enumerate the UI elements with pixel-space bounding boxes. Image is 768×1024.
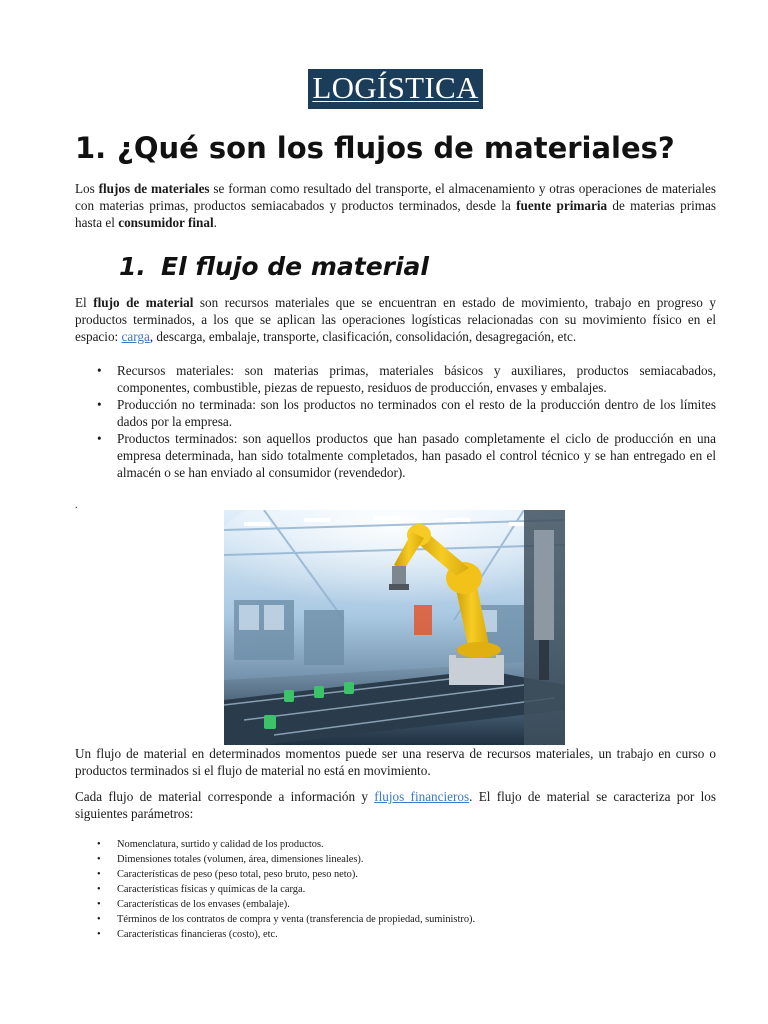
list-item [75, 430, 716, 481]
bullet-icon: • [97, 854, 101, 865]
intro-text-2: se forman como resultado del transporte, el almacenamiento y otras operaciones de materiales con materias primas, productos semiacabados y productos terminados, desde la [75, 181, 717, 213]
intro-bold-flujos: flujos de materiales [98, 181, 210, 196]
carga-link[interactable]: carga [121, 329, 150, 344]
banner-wrap [75, 69, 716, 109]
list-item-text: Características de los envases (embalaje). [117, 899, 290, 910]
intro-bold-fuente: fuente primaria [516, 198, 608, 213]
list-item-text: Características físicas y químicas de la carga. [117, 884, 306, 895]
bullet-icon: • [97, 431, 102, 446]
section-1-heading [75, 128, 675, 168]
flujos-financieros-link[interactable]: flujos financieros [374, 789, 470, 804]
definition-text-3: , descarga, embalaje, transporte, clasificación, consolidación, desagregación, etc. [149, 329, 577, 344]
list-item-text: Características financieras (costo), etc. [117, 929, 278, 940]
logistica-banner: LOGÍSTICA [308, 69, 482, 109]
intro-text-4: . [213, 215, 217, 230]
list-item [75, 852, 716, 867]
material-types-list [75, 362, 716, 481]
list-item [75, 867, 716, 882]
list-item [75, 837, 716, 852]
section-1-number: 1. [75, 131, 107, 165]
bullet-icon: • [97, 914, 101, 925]
definition-text-1: El [75, 295, 94, 310]
list-item-text: Producción no terminada: son los productos no terminados con el resto de la producción dentro de los límites dados por la empresa. [117, 397, 716, 429]
list-item-text: Nomenclatura, surtido y calidad de los productos. [117, 839, 324, 850]
params-intro-text-2: . El flujo de material se caracteriza por los siguientes parámetros: [75, 789, 716, 821]
bullet-icon: • [97, 397, 102, 412]
section-2-heading [119, 249, 429, 285]
section-1-title: ¿Qué son los flujos de materiales? [117, 131, 675, 165]
bullet-icon: • [97, 363, 102, 378]
list-item [75, 912, 716, 927]
intro-text-1: Los [75, 181, 99, 196]
params-intro-text-1: Cada flujo de material corresponde a información y [75, 789, 375, 804]
intro-paragraph [75, 180, 716, 231]
list-item-text: Productos terminados: son aquellos productos que han pasado completamente el ciclo de producción en una empresa determinada, han sido totalmente completados, han pasado el control técnico y se han entregado en el almacén o se han enviado al consumidor (revendedor). [117, 431, 716, 480]
section-2-title: El flujo de material [161, 252, 429, 281]
intro-text-3: de materias primas hasta el [75, 198, 716, 230]
parameters-list [75, 837, 716, 942]
list-item-text: Características de peso (peso total, peso bruto, peso neto). [117, 869, 358, 880]
list-item [75, 927, 716, 942]
definition-paragraph [75, 294, 716, 345]
intro-bold-consumidor: consumidor final [118, 215, 214, 230]
list-item-text: Dimensiones totales (volumen, área, dimensiones lineales). [117, 854, 364, 865]
bullet-icon: • [97, 884, 101, 895]
bullet-icon: • [97, 869, 101, 880]
list-item [75, 396, 716, 430]
definition-bold: flujo de material [93, 295, 194, 310]
stray-mark: . [75, 500, 78, 511]
bullet-icon: • [97, 839, 101, 850]
industrial-robot-photo [224, 510, 565, 745]
reserve-paragraph: Un flujo de material en determinados momentos puede ser una reserva de recursos materiales, un trabajo en curso o productos terminados si el flujo de material no está en movimiento. [75, 746, 716, 778]
list-item-text: Recursos materiales: son materias primas, materiales básicos y auxiliares, productos semiacabados, componentes, combustible, piezas de repuesto, residuos de producción, envases y embalajes. [117, 363, 716, 395]
definition-text-2: son recursos materiales que se encuentran en estado de movimiento, trabajo en progreso y productos terminados, a los que se aplican las operaciones logísticas relacionadas con su movimiento físico en el espacio: [75, 295, 716, 344]
section-2-number: 1. [119, 252, 146, 281]
list-item [75, 897, 716, 912]
parameters-intro-paragraph [75, 788, 716, 822]
list-item [75, 882, 716, 897]
list-item-text: Términos de los contratos de compra y venta (transferencia de propiedad, suministro). [117, 914, 476, 925]
list-item [75, 362, 716, 396]
bullet-icon: • [97, 929, 101, 940]
bullet-icon: • [97, 899, 101, 910]
